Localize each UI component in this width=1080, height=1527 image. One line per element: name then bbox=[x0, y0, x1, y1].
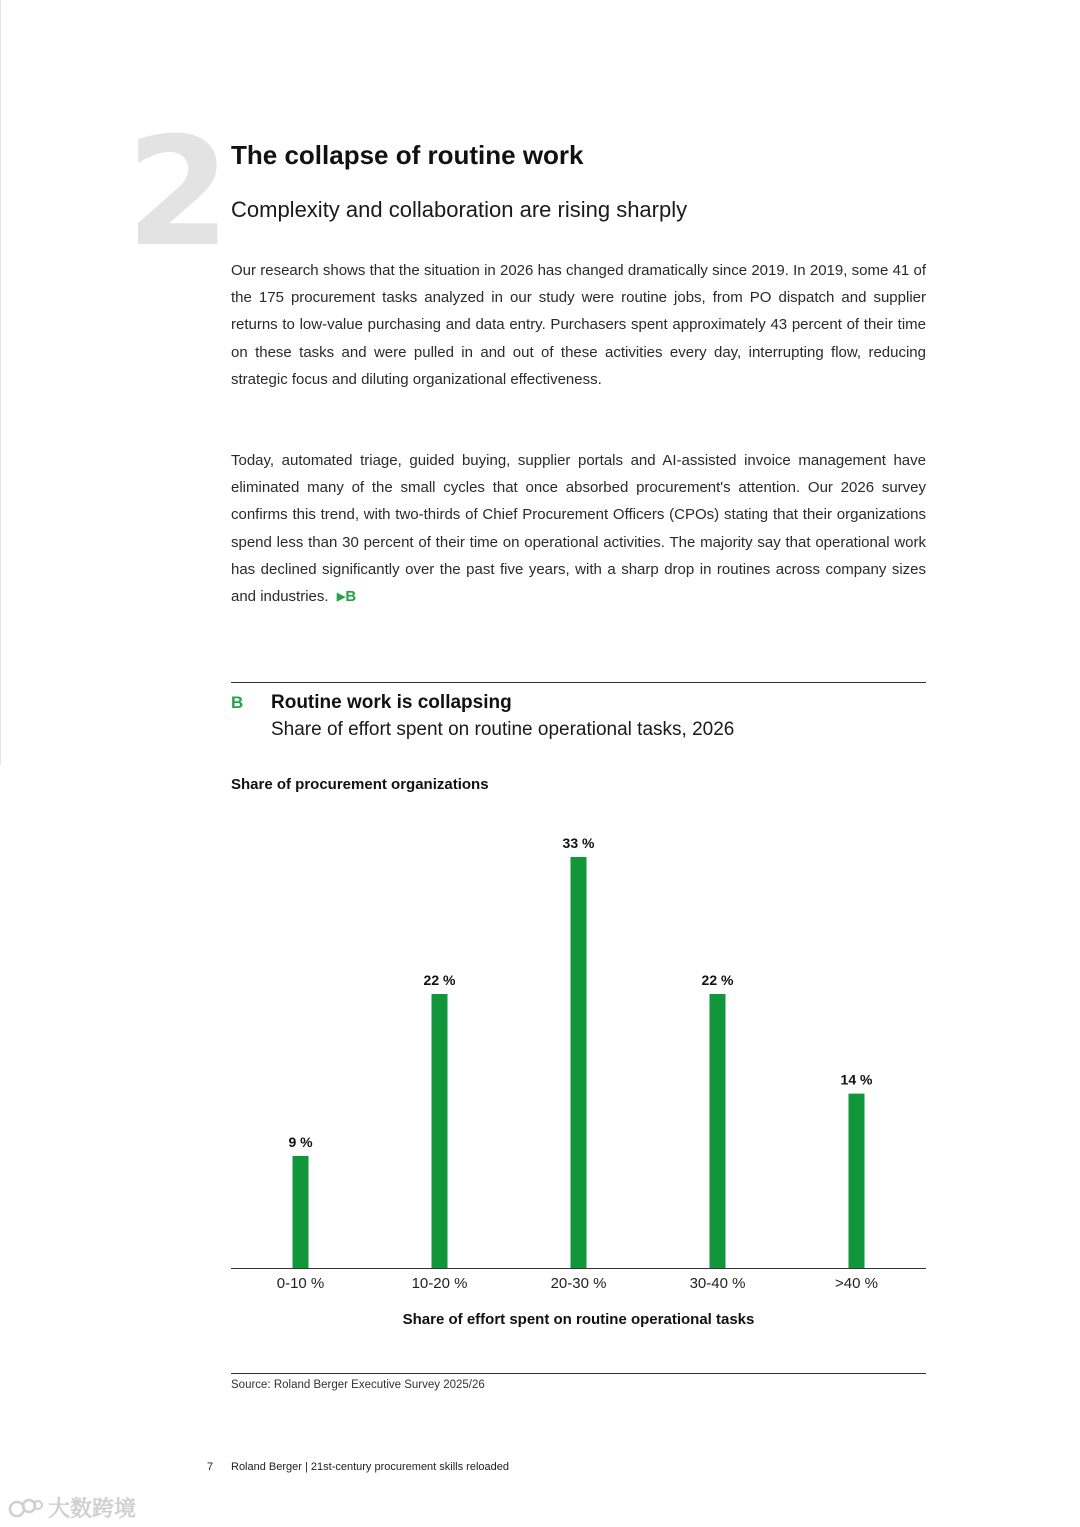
bar-5 bbox=[849, 1094, 865, 1268]
data-label-4: 22 % bbox=[701, 972, 734, 988]
x-tick-label-5: >40 % bbox=[835, 1275, 878, 1292]
data-label-5: 14 % bbox=[840, 1071, 873, 1088]
page-number: 7 bbox=[207, 1461, 214, 1473]
chapter-number: 2 bbox=[126, 106, 227, 280]
chapter-title: The collapse of routine work bbox=[231, 140, 584, 170]
chart-y-axis-label: Share of procurement organizations bbox=[231, 776, 489, 793]
bar-1 bbox=[293, 1156, 309, 1268]
body-paragraph-1: Our research shows that the situation in 2026 has changed dramatically since 2019. In 2019, some 41 of the 175 procurement tasks analyzed in our study were routine jobs, from PO dispatch and supplier returns to low-value purchasing and data entry. Purchasers spent approximately 43 percent of their time on these tasks and were pulled in and out of these activities every day, interrupting flow, reducing strategic focus and diluting organizational effectiveness. bbox=[231, 262, 926, 388]
body-paragraph-2-text: Today, automated triage, guided buying, supplier portals and AI-assisted invoice management have eliminated many of the small cycles that once absorbed procurement's attention. Our 2026 survey confirms this trend, with two-thirds of Chief Procurement Officers (CPOs) stating that their organizations spend less than 30 percent of their time on operational activities. The majority say that operational work has declined significantly over the past five years, with a sharp drop in routines across company sizes and industries. bbox=[231, 452, 926, 606]
data-label-3: 33 % bbox=[562, 835, 595, 851]
x-tick-label-1: 0-10 % bbox=[276, 1275, 325, 1292]
data-label-2: 22 % bbox=[423, 972, 456, 988]
exhibit-letter: B bbox=[231, 693, 244, 712]
bar-3 bbox=[571, 857, 587, 1268]
watermark-text: 大数跨境 bbox=[48, 1496, 137, 1521]
chart-x-axis-label: Share of effort spent on routine operational tasks bbox=[402, 1311, 755, 1328]
source-note: Source: Roland Berger Executive Survey 2025/26 bbox=[231, 1379, 485, 1391]
triangle-right-icon: ▶ bbox=[336, 591, 346, 604]
watermark bbox=[8, 1492, 136, 1523]
chapter-subtitle: Complexity and collaboration are rising sharply bbox=[231, 197, 688, 222]
publication-footer: Roland Berger | 21st-century procurement skills reloaded bbox=[231, 1461, 509, 1473]
x-tick-label-2: 10-20 % bbox=[411, 1275, 468, 1292]
x-tick-label-4: 30-40 % bbox=[689, 1275, 746, 1292]
bar-4 bbox=[710, 994, 726, 1268]
x-tick-label-3: 20-30 % bbox=[550, 1275, 607, 1292]
exhibit-title: Routine work is collapsing bbox=[271, 692, 512, 713]
data-label-1: 9 % bbox=[288, 1133, 313, 1150]
exhibit-subtitle: Share of effort spent on routine operational tasks, 2026 bbox=[271, 719, 735, 740]
bar-2 bbox=[432, 994, 448, 1268]
source-divider bbox=[231, 1373, 926, 1374]
watermark-logo-icon bbox=[8, 1497, 44, 1519]
exhibit-reference-letter: B bbox=[345, 588, 357, 606]
